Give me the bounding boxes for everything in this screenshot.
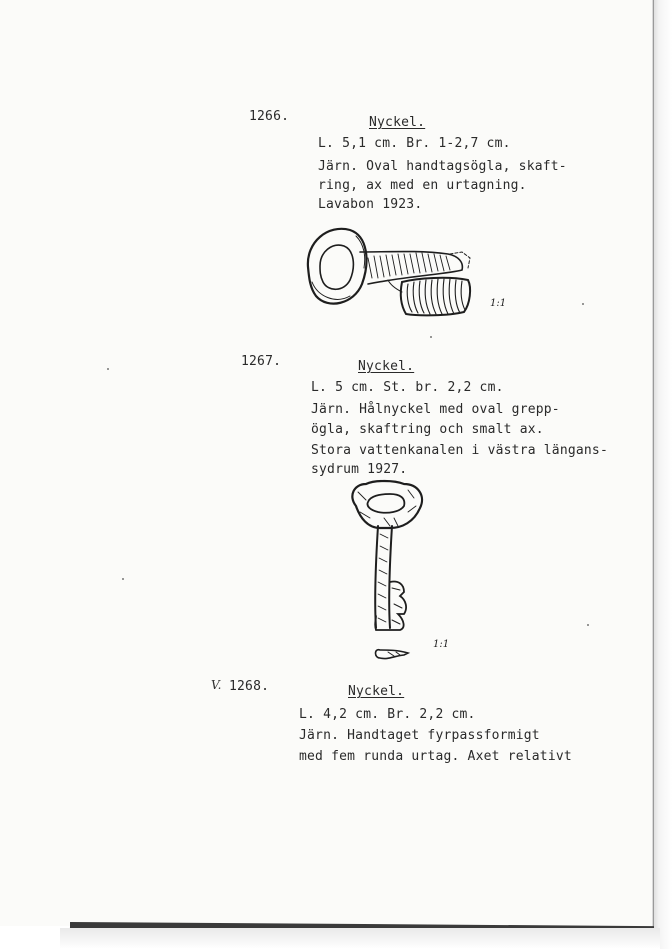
entry-1266-line: L. 5,1 cm. Br. 1-2,7 cm. <box>318 136 511 151</box>
key-drawing-1266 <box>298 222 478 322</box>
entry-1268-line: med fem runda urtag. Axet relativt <box>299 749 572 764</box>
entry-1267-line: sydrum 1927. <box>311 462 408 477</box>
entry-1266-title: Nyckel. <box>369 115 426 130</box>
entry-1266-line: Lavabon 1923. <box>318 197 423 212</box>
page-edge <box>652 0 672 949</box>
entry-1267-number: 1267. <box>241 354 282 369</box>
scan-speck <box>107 368 109 370</box>
entry-1267-line: L. 5 cm. St. br. 2,2 cm. <box>311 380 504 395</box>
entry-1267-line: ögla, skaftring och smalt ax. <box>311 422 544 437</box>
entry-1267-title: Nyckel. <box>358 359 415 374</box>
entry-1266-scale: 1:1 <box>490 298 507 309</box>
page-bottom-shadow <box>60 928 660 949</box>
scan-speck <box>430 336 432 338</box>
scan-speck <box>582 303 584 305</box>
entry-1268-line: L. 4,2 cm. Br. 2,2 cm. <box>299 707 476 722</box>
entry-1268-line: Järn. Handtaget fyrpassformigt <box>299 728 540 743</box>
entry-1268-number: 1268. <box>229 679 270 694</box>
entry-1267-line: Järn. Hålnyckel med oval grepp- <box>311 402 560 417</box>
key-drawing-1267 <box>344 478 434 668</box>
entry-1267-line: Stora vattenkanalen i västra längans- <box>311 443 608 458</box>
entry-1268-mark: V. <box>211 678 222 692</box>
entry-1268-title: Nyckel. <box>348 684 405 699</box>
entry-1267-scale: 1:1 <box>433 639 450 650</box>
entry-1266-number: 1266. <box>249 109 290 124</box>
scan-speck <box>587 624 589 626</box>
scan-speck <box>122 578 124 580</box>
entry-1266-line: Järn. Oval handtagsögla, skaft- <box>318 159 567 174</box>
entry-1266-line: ring, ax med en urtagning. <box>318 178 527 193</box>
page-edge-line <box>653 0 654 930</box>
